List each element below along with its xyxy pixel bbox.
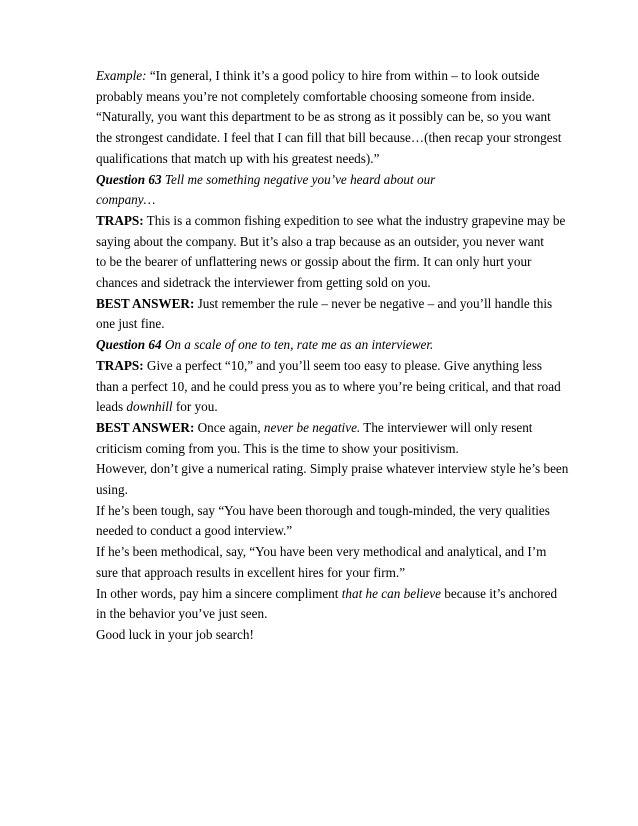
text-run: company… [96,192,156,208]
text-line [96,418,566,439]
text-run: than a perfect 10, and he could press you as to where you’re being critical, and that road [96,378,561,394]
text-run: the strongest candidate. I feel that I can fill that bill because…(then recap your strongest [96,130,562,146]
text-run: If he’s been methodical, say, “You have been very methodical and analytical, and I’m [96,544,547,560]
text-line [96,480,566,501]
text-run: never be negative. [263,419,361,435]
text-run: On a scale of one to ten, rate me as an interviewer. [161,337,434,353]
text-run: needed to conduct a good interview.” [96,523,293,539]
text-run: BEST ANSWER: [96,295,195,311]
text-line [96,625,566,646]
text-run: The interviewer will only resent [360,419,533,435]
text-line [96,170,566,191]
text-line [96,604,566,625]
text-line [96,190,566,211]
text-line [96,232,566,253]
text-run: Example: [96,68,147,83]
text-run: for you. [172,399,218,415]
document-body-text [96,66,569,646]
text-line [96,273,566,294]
text-run: If he’s been tough, say “You have been thorough and tough-minded, the very qualities [96,502,550,518]
text-line [96,211,566,232]
text-run: criticism coming from you. This is the time to show your positivism. [96,440,459,456]
text-line [96,66,566,87]
text-line [96,377,566,398]
text-line [96,107,566,128]
text-run: because it’s anchored [440,585,558,601]
text-run: BEST ANSWER: [96,419,195,435]
text-run: “In general, I think it’s a good policy to hire from within – to look outside [146,68,540,83]
text-line [96,294,566,315]
text-line [96,439,566,460]
text-run: This is a common fishing expedition to see what the industry grapevine may be [143,212,566,228]
text-run: sure that approach results in excellent hires for your firm.” [96,564,406,580]
text-run: downhill [126,399,173,415]
text-run: In other words, pay him a sincere compliment [96,585,342,601]
text-run: Once again, [194,419,264,435]
text-run: saying about the company. But it’s also a trap because as an outsider, you never want [96,233,544,249]
text-line [96,459,569,480]
text-run: leads [96,399,127,415]
text-run: that he can believe [341,585,441,601]
text-line [96,252,566,273]
text-run: Just remember the rule – never be negative – and you’ll handle this [194,295,553,311]
text-line [96,542,566,563]
text-run: to be the bearer of unflattering news or gossip about the firm. It can only hurt your [96,254,532,270]
text-run: Give a perfect “10,” and you’ll seem too easy to please. Give anything less [143,357,543,373]
text-line [96,128,566,149]
text-line [96,584,566,605]
text-run: TRAPS: [96,357,144,373]
text-line [96,335,566,356]
text-run: one just fine. [96,316,165,332]
text-line [96,314,566,335]
text-run: Tell me something negative you’ve heard about our [161,171,436,187]
text-line [96,521,566,542]
text-run: Question 64 [96,337,162,353]
text-line [96,397,566,418]
text-run: Good luck in your job search! [96,626,254,642]
text-run: chances and sidetrack the interviewer from getting sold on you. [96,275,431,291]
text-run: in the behavior you’ve just seen. [96,606,268,622]
text-line [96,149,566,170]
text-run: probably means you’re not completely comfortable choosing someone from inside. [96,88,535,104]
text-line [96,87,566,108]
text-run: using. [96,482,128,498]
text-line [96,356,566,377]
text-run: TRAPS: [96,212,144,228]
text-line [96,501,566,522]
text-run: However, don’t give a numerical rating. Simply praise whatever interview style he’s been [96,461,569,477]
text-line [96,563,566,584]
text-run: qualifications that match up with his greatest needs).” [96,150,380,166]
text-run: “Naturally, you want this department to be as strong as it possibly can be, so you want [96,109,551,125]
text-run: Question 63 [96,171,162,187]
